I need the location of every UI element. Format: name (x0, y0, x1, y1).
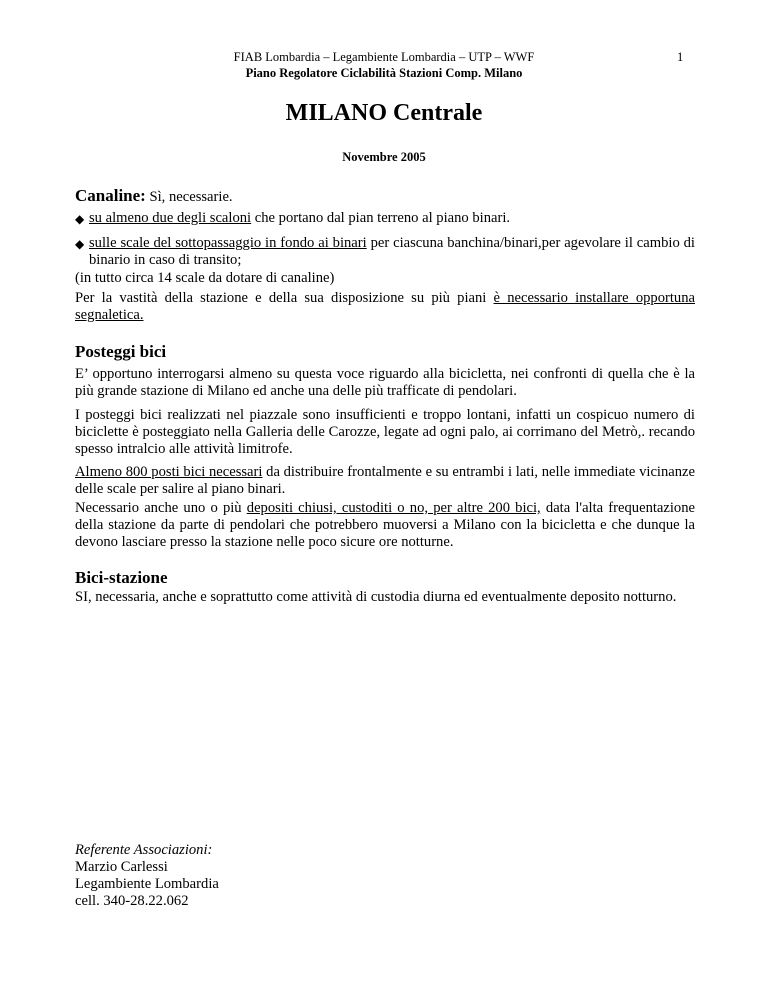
posteggi-paragraph-3 (75, 464, 695, 498)
posteggi-p3-text: da distribuire frontalmente e su entrambi i lati, nelle immediate vicinanze delle scale per salire al piano binari. (75, 464, 695, 497)
canaline-note: (in tutto circa 14 scale da dotare di canaline) (75, 270, 335, 286)
referente-block (75, 842, 219, 910)
posteggi-paragraph-1: E’ opportuno interrogarsi almeno su questa voce riguardo alla bicicletta, nei confronti di quella che è la più grande stazione di Milano ed anche una delle più trafficate di pendolari. (75, 366, 695, 399)
posteggi-paragraph-4 (75, 500, 695, 551)
document-title: MILANO Centrale (285, 100, 483, 126)
header-organizations: FIAB Lombardia – Legambiente Lombardia – UTP – WWF (233, 50, 535, 64)
bicistazione-paragraph: SI, necessaria, anche e soprattutto come attività di custodia diurna ed eventualmente deposito notturno. (75, 589, 677, 605)
bullet-1-text: che portano dal pian terreno al piano binari. (251, 210, 511, 226)
page-number: 1 (677, 50, 684, 64)
bullet-2-underlined: sulle scale del sottopassaggio in fondo ai binari (89, 235, 367, 251)
posteggi-paragraph-2: I posteggi bici realizzati nel piazzale sono insufficienti e troppo lontani, infatti un cospicuo numero di biciclette è posteggiato nella Galleria delle Carozze, legate ad ogni palo, ai corrimano del Metrò,. recando spesso intralcio alle attività limitrofe. (75, 407, 695, 457)
canaline-heading-rest: Sì, necessarie. (145, 189, 233, 205)
canaline-heading-line (75, 187, 695, 206)
posteggi-p4-text-b: data l'alta frequentazione della stazione da parte di pendolari che potrebbero muoversi a Milano con la bicicletta e che dunque la devono lasciare presso la stazione nelle poco sicure ore notturne. (75, 500, 696, 550)
canaline-paragraph-underlined: è necessario installare opportuna segnaletica. (75, 290, 695, 323)
canaline-paragraph-text: Per la vastità della stazione e della sua disposizione su più piani (75, 290, 494, 306)
referente-organization: Legambiente Lombardia (75, 876, 219, 892)
posteggi-heading: Posteggi bici (75, 342, 167, 361)
canaline-bullet-2 (75, 235, 695, 269)
referente-label: Referente Associazioni: (75, 842, 213, 858)
bullet-1-underlined: su almeno due degli scaloni (89, 210, 252, 226)
bicistazione-heading: Bici-stazione (75, 568, 168, 587)
header-plan-title: Piano Regolatore Ciclabilità Stazioni Comp. Milano (245, 66, 523, 80)
canaline-bullet-1 (75, 210, 695, 227)
canaline-heading: Canaline: (75, 186, 146, 205)
canaline-paragraph (75, 290, 695, 324)
bullet-2-text: per ciascuna banchina/binari,per agevolare il cambio di binario in caso di transito; (89, 235, 695, 268)
document-date: Novembre 2005 (342, 150, 426, 164)
posteggi-p4-text-a: Necessario anche uno o più (75, 500, 247, 516)
referente-phone: cell. 340-28.22.062 (75, 893, 189, 909)
referente-name: Marzio Carlessi (75, 859, 168, 875)
diamond-bullet-icon: ◆ (75, 212, 85, 226)
posteggi-p4-underlined: depositi chiusi, custoditi o no, per altre 200 bici, (246, 500, 541, 516)
posteggi-p3-underlined: Almeno 800 posti bici necessari (75, 464, 263, 480)
diamond-bullet-icon: ◆ (75, 237, 85, 251)
